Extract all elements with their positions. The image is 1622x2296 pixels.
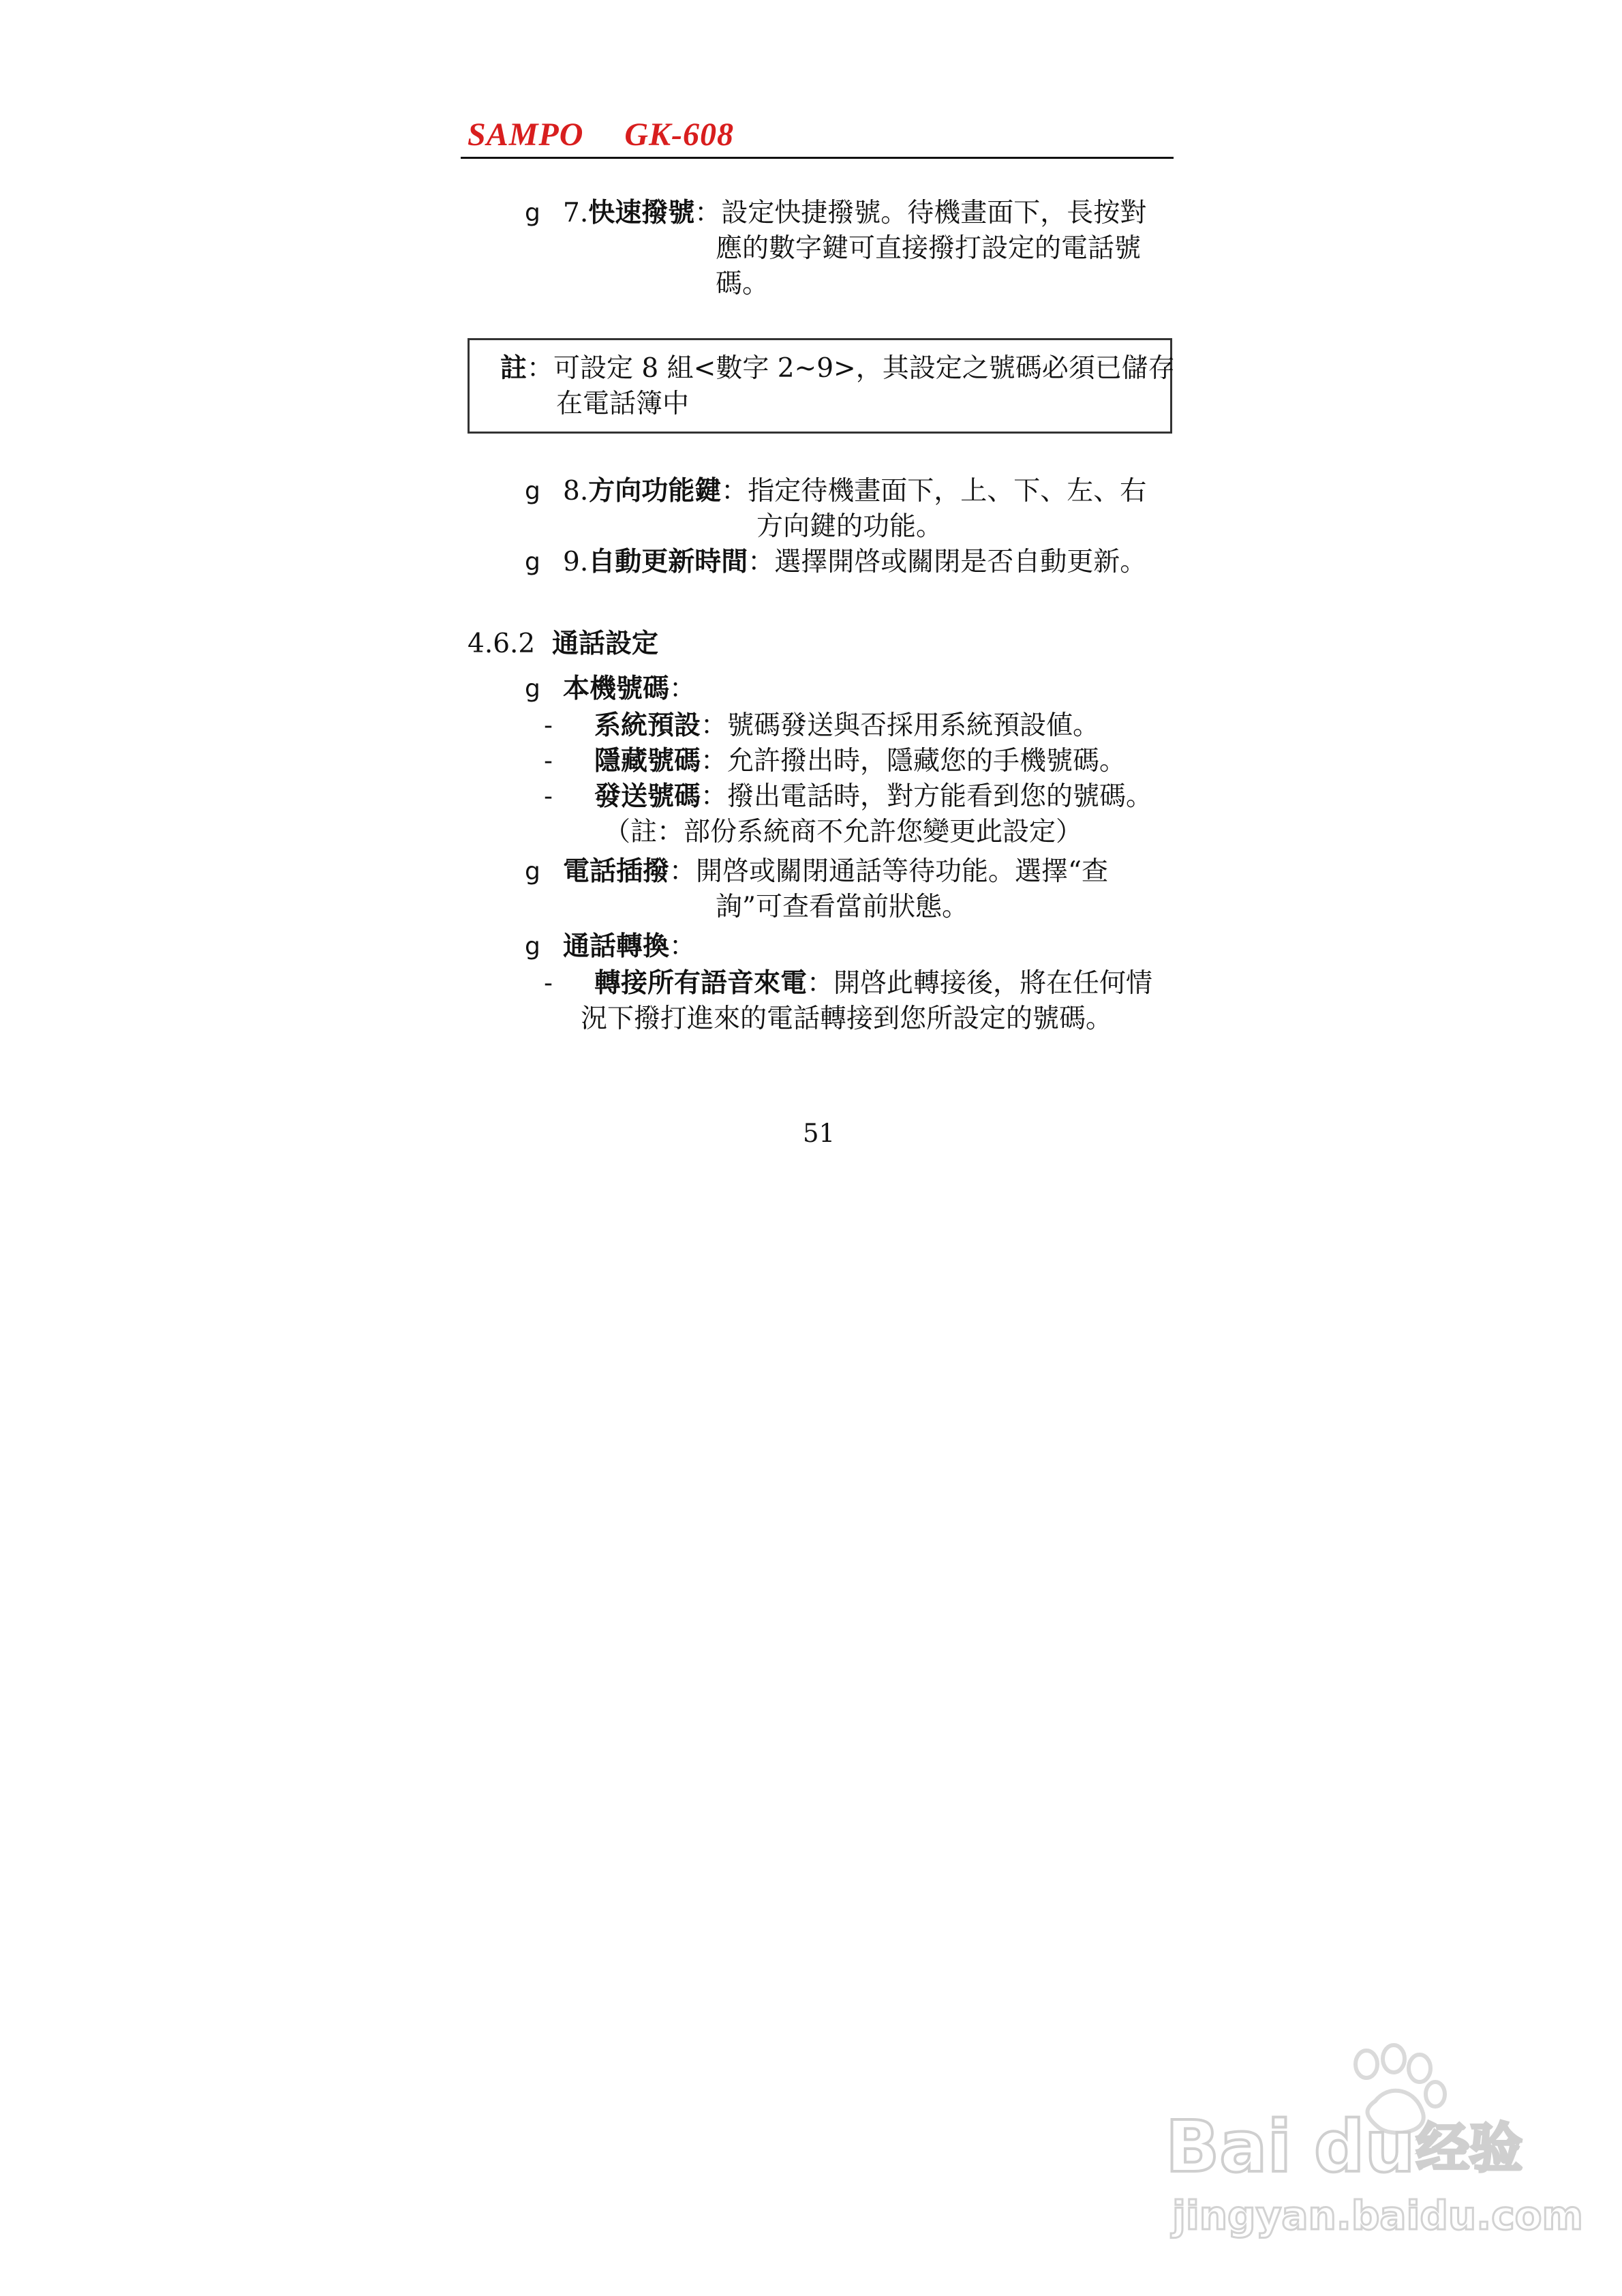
call-forward-heading: 通話轉換： (563, 931, 697, 962)
item-term: 快速撥號 (588, 198, 695, 228)
jingyan-logo-text: 经验 (1416, 2118, 1523, 2179)
dash-icon: - (544, 747, 553, 775)
bullet-icon: g (525, 933, 540, 961)
header-divider (461, 157, 1174, 159)
bullet-icon: g (525, 199, 540, 227)
note-line2: 在電話簿中 (556, 389, 690, 419)
item-number: 7. (563, 198, 589, 228)
item-term: 方向功能鍵 (588, 476, 722, 507)
watermark-url: jingyan.baidu.com (1172, 2192, 1583, 2239)
item-speed-dial: 7.快速撥號：設定快捷撥號。待機畫面下，長按對 (563, 198, 1147, 228)
item-desc-line3: 碼。 (716, 269, 769, 299)
dash-icon: - (544, 712, 553, 740)
item-auto-update-time: 9.自動更新時間：選擇開啓或關閉是否自動更新。 (563, 547, 1147, 577)
dash-icon: - (544, 783, 553, 811)
option-hide-number: 隱藏號碼：允許撥出時，隱藏您的手機號碼。 (594, 746, 1127, 776)
brand-name: SAMPO (468, 117, 584, 153)
baidu-jingyan-watermark (1159, 2045, 1583, 2250)
bullet-icon: g (525, 548, 540, 576)
item-desc-line1: 設定快捷撥號。待機畫面下，長按對 (721, 198, 1147, 228)
option-send-number: 發送號碼：撥出電話時，對方能看到您的號碼。 (594, 781, 1153, 812)
document-header (468, 116, 734, 153)
item-direction-keys: 8.方向功能鍵：指定待機畫面下，上、下、左、右 (563, 476, 1147, 507)
option-forward-all-voice: 轉接所有語音來電：開啓此轉接後，將在任何情 (594, 968, 1153, 999)
bullet-icon: g (525, 477, 540, 505)
page-number: 51 (803, 1119, 836, 1148)
section-number: 4.6.2 (468, 629, 536, 659)
bullet-icon: g (525, 675, 540, 703)
section-heading (468, 626, 658, 663)
note-line1: 註：可設定 8 組<數字 2~9>，其設定之號碼必須已儲存 (500, 353, 1175, 384)
item-number: 9. (563, 547, 589, 577)
note-label: 註 (500, 353, 527, 384)
baidu-logo-text2: du (1314, 2105, 1416, 2188)
section-title: 通話設定 (552, 629, 659, 659)
own-number-heading: 本機號碼： (563, 674, 697, 704)
model-name: GK-608 (624, 117, 735, 153)
item-desc-line2: 方向鍵的功能。 (756, 511, 943, 542)
item-number: 8. (563, 476, 589, 507)
own-number-remark: （註：部份系統商不允許您變更此設定） (604, 817, 1083, 847)
item-call-waiting: 電話插撥：開啓或關閉通話等待功能。選擇“查 (563, 856, 1108, 887)
item-desc-line1: 指定待機畫面下，上、下、左、右 (748, 476, 1147, 507)
item-desc-line2: 應的數字鍵可直接撥打設定的電話號 (716, 233, 1142, 264)
item-desc-line1: 選擇開啓或關閉是否自動更新。 (774, 547, 1147, 577)
baidu-logo-text: Bai (1165, 2105, 1292, 2188)
call-waiting-line2: 詢”可查看當前狀態。 (716, 892, 968, 922)
call-forward-line2: 況下撥打進來的電話轉接到您所設定的號碼。 (581, 1003, 1113, 1034)
option-system-default: 系統預設：號碼發送與否採用系統預設値。 (594, 710, 1100, 741)
bullet-icon: g (525, 858, 540, 886)
dash-icon: - (544, 969, 553, 997)
item-term: 自動更新時間 (588, 547, 748, 577)
